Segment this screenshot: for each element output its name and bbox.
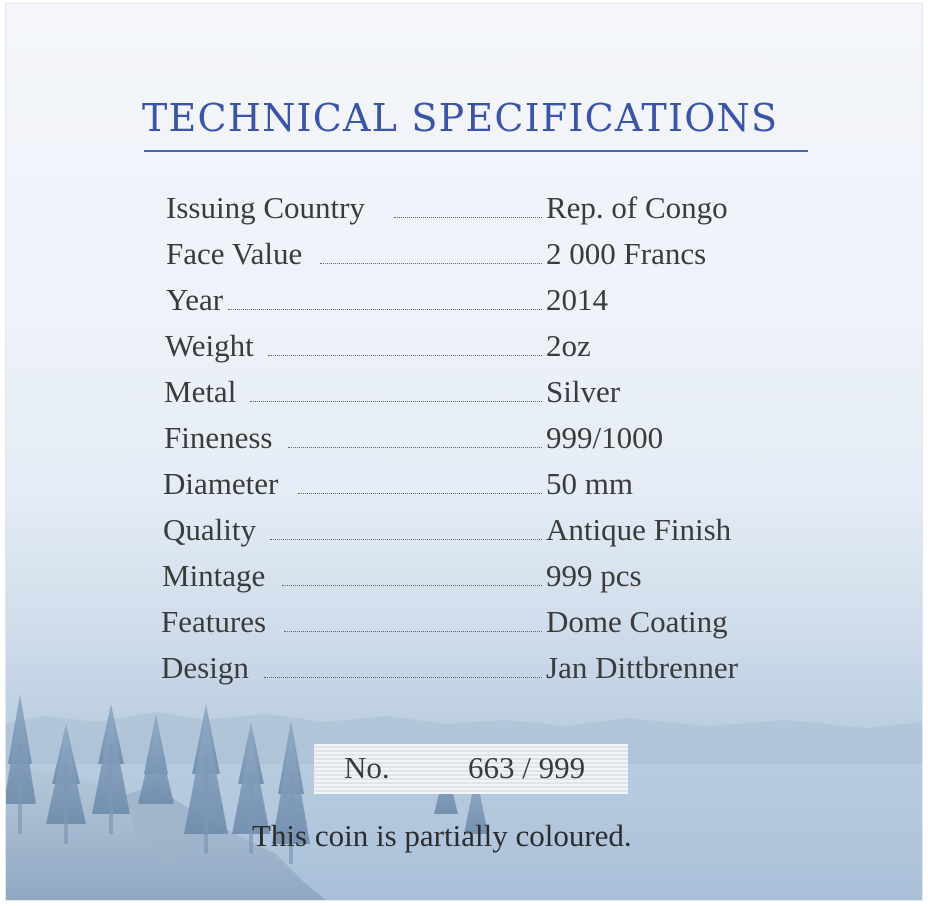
spec-label: Features [161,604,267,639]
leader-dots [288,447,542,448]
spec-value: 999 pcs [546,558,642,593]
leader-dots [320,263,542,264]
spec-value: 2oz [546,328,591,363]
leader-dots [394,217,542,218]
spec-value: 2014 [546,282,608,317]
leader-dots [228,309,542,310]
leader-dots [250,401,542,402]
leader-dots [268,355,542,356]
spec-label: Design [161,650,249,685]
spec-label: Weight [165,328,254,363]
spec-label: Issuing Country [166,190,365,225]
serial-prefix: No. [344,750,390,785]
spec-row-mintage [6,558,922,602]
specifications-table [6,4,922,704]
leader-dots [264,677,542,678]
spec-label: Fineness [164,420,273,455]
spec-row-metal [6,374,922,418]
spec-row-face-value [6,236,922,280]
leader-dots [282,585,542,586]
spec-row-year [6,282,922,326]
spec-row-fineness [6,420,922,464]
spec-label: Face Value [166,236,303,271]
spec-label: Diameter [163,466,279,501]
spec-row-issuing-country [6,190,922,234]
spec-row-features [6,604,922,648]
spec-label: Metal [164,374,237,409]
spec-value: Antique Finish [546,512,732,547]
spec-label: Mintage [162,558,266,593]
leader-dots [298,493,542,494]
leader-dots [270,539,542,540]
serial-number: 663 / 999 [468,750,586,785]
spec-value: Silver [546,374,621,409]
spec-value: 50 mm [546,466,633,501]
spec-value: Dome Coating [546,604,728,639]
spec-row-design [6,650,922,694]
spec-value: Rep. of Congo [546,190,728,225]
spec-row-weight [6,328,922,372]
certificate-card [6,4,922,900]
coloured-coin-note: This coin is partially coloured. [252,818,632,853]
page-title: TECHNICAL SPECIFICATIONS [142,96,779,140]
spec-value: 999/1000 [546,420,664,455]
leader-dots [284,631,542,632]
serial-number-box [314,744,628,794]
spec-label: Year [166,282,224,317]
spec-label: Quality [163,512,256,547]
spec-value: 2 000 Francs [546,236,707,271]
spec-row-diameter [6,466,922,510]
spec-value: Jan Dittbrenner [546,650,738,685]
spec-row-quality [6,512,922,556]
